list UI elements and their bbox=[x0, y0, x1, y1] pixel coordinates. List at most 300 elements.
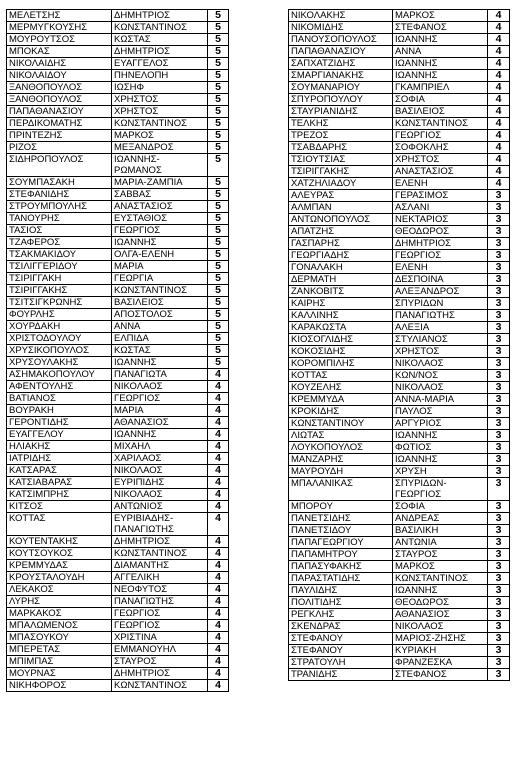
first-name-cell: ΙΩΑΝΝΗΣ bbox=[112, 237, 208, 249]
first-name-cell: ΠΗΝΕΛΟΠΗ bbox=[112, 70, 208, 82]
score-cell: 3 bbox=[488, 262, 510, 274]
first-name-cell: ΓΕΩΡΓΙΟΣ bbox=[393, 250, 488, 262]
score-cell: 3 bbox=[488, 190, 510, 202]
table-row bbox=[7, 142, 229, 154]
first-name-cell: ΚΩΝΣΤΑΝΤΙΝΟΣ bbox=[112, 118, 208, 130]
score-cell: 3 bbox=[488, 549, 510, 561]
table-row bbox=[289, 58, 510, 70]
surname-cell: ΠΑΡΑΣΤΑΤΙΔΗΣ bbox=[289, 573, 393, 585]
table-row bbox=[289, 513, 510, 525]
first-name-cell: ΑΝΤΩΝΙΟΣ bbox=[112, 501, 208, 513]
first-name-cell: ΣΤΕΦΑΝΟΣ bbox=[393, 22, 488, 34]
first-name-cell: ΧΑΡΙΛΑΟΣ bbox=[112, 453, 208, 465]
surname-cell: ΜΠΑΛΩΜΕΝΟΣ bbox=[7, 620, 112, 632]
score-cell: 4 bbox=[488, 58, 510, 70]
score-cell: 3 bbox=[488, 478, 510, 501]
table-row bbox=[289, 286, 510, 298]
surname-cell: ΠΑΝΕΤΣΙΔΗΣ bbox=[289, 513, 393, 525]
table-row bbox=[7, 321, 229, 333]
first-name-cell: ΣΠΥΡΙΔΩΝ-ΓΕΩΡΓΙΟΣ bbox=[393, 478, 488, 501]
score-cell: 3 bbox=[488, 238, 510, 250]
right-results-table bbox=[288, 9, 510, 681]
score-cell: 3 bbox=[488, 202, 510, 214]
first-name-cell: ΜΕΞΑΝΔΡΟΣ bbox=[112, 142, 208, 154]
first-name-cell: ΙΩΑΝΝΗΣ bbox=[393, 34, 488, 46]
table-row bbox=[289, 106, 510, 118]
first-name-cell: ΒΑΣΙΛΙΚΗ bbox=[393, 525, 488, 537]
surname-cell: ΞΑΝΘΟΠΟΥΛΟΣ bbox=[7, 82, 112, 94]
surname-cell: ΣΤΕΦΑΝΟΥ bbox=[289, 645, 393, 657]
first-name-cell: ΚΩΣΤΑΣ bbox=[112, 345, 208, 357]
first-name-cell: ΠΑΝΑΓΙΩΤΗΣ bbox=[112, 596, 208, 608]
surname-cell: ΧΡΥΣΙΚΟΠΟΥΛΟΣ bbox=[7, 345, 112, 357]
score-cell: 3 bbox=[488, 250, 510, 262]
score-cell: 3 bbox=[488, 525, 510, 537]
first-name-cell: ΜΑΡΙΟΣ-ΖΗΣΗΣ bbox=[393, 633, 488, 645]
first-name-cell: ΑΝΔΡΕΑΣ bbox=[393, 513, 488, 525]
table-row bbox=[7, 489, 229, 501]
score-cell: 4 bbox=[208, 453, 229, 465]
first-name-cell: ΔΗΜΗΤΡΙΟΣ bbox=[112, 10, 208, 22]
table-row bbox=[289, 657, 510, 669]
first-name-cell: ΝΙΚΟΛΑΟΣ bbox=[112, 381, 208, 393]
table-row bbox=[289, 94, 510, 106]
table-row bbox=[289, 609, 510, 621]
surname-cell: ΡΕΓΚΛΗΣ bbox=[289, 609, 393, 621]
table-row bbox=[289, 142, 510, 154]
score-cell: 4 bbox=[208, 656, 229, 668]
surname-cell: ΚΟΡΟΜΠΙΛΗΣ bbox=[289, 358, 393, 370]
score-cell: 5 bbox=[208, 189, 229, 201]
surname-cell: ΒΟΥΡΑΚΗ bbox=[7, 405, 112, 417]
score-cell: 3 bbox=[488, 334, 510, 346]
table-row bbox=[7, 297, 229, 309]
surname-cell: ΔΕΡΜΑΤΗ bbox=[289, 274, 393, 286]
surname-cell: ΓΑΣΠΑΡΗΣ bbox=[289, 238, 393, 250]
surname-cell: ΚΟΚΟΣΙΔΗΣ bbox=[289, 346, 393, 358]
table-row bbox=[7, 249, 229, 261]
surname-cell: ΜΕΛΕΤΣΗΣ bbox=[7, 10, 112, 22]
score-cell: 4 bbox=[488, 142, 510, 154]
surname-cell: ΧΡΥΣΟΥΛΑΚΗΣ bbox=[7, 357, 112, 369]
first-name-cell: ΜΑΡΚΟΣ bbox=[112, 130, 208, 142]
surname-cell: ΤΡΑΝΙΔΗΣ bbox=[289, 669, 393, 681]
score-cell: 4 bbox=[208, 560, 229, 572]
surname-cell: ΗΛΙΑΚΗΣ bbox=[7, 441, 112, 453]
first-name-cell: ΒΑΣΙΛΕΙΟΣ bbox=[112, 297, 208, 309]
score-cell: 4 bbox=[208, 501, 229, 513]
score-cell: 5 bbox=[208, 10, 229, 22]
table-row bbox=[7, 381, 229, 393]
first-name-cell: ΚΩΝ/ΝΟΣ bbox=[393, 370, 488, 382]
score-cell: 3 bbox=[488, 358, 510, 370]
first-name-cell: ΧΡΗΣΤΟΣ bbox=[112, 106, 208, 118]
score-cell: 4 bbox=[488, 82, 510, 94]
table-row bbox=[7, 237, 229, 249]
surname-cell: ΜΠΑΣΟΥΚΟΥ bbox=[7, 632, 112, 644]
first-name-cell: ΑΝΤΩΝΙΑ bbox=[393, 537, 488, 549]
table-row bbox=[7, 668, 229, 680]
surname-cell: ΚΟΥΖΕΛΗΣ bbox=[289, 382, 393, 394]
surname-cell: ΧΑΤΖΗΛΙΑΔΟΥ bbox=[289, 178, 393, 190]
score-cell: 5 bbox=[208, 309, 229, 321]
surname-cell: ΛΙΩΤΑΣ bbox=[289, 430, 393, 442]
first-name-cell: ΠΑΝΑΓΙΩΤΗΣ bbox=[393, 310, 488, 322]
score-cell: 3 bbox=[488, 322, 510, 334]
surname-cell: ΧΡΙΣΤΟΔΟΥΛΟΥ bbox=[7, 333, 112, 345]
score-cell: 4 bbox=[208, 584, 229, 596]
table-row bbox=[289, 250, 510, 262]
surname-cell: ΜΠΟΚΑΣ bbox=[7, 46, 112, 58]
table-row bbox=[7, 453, 229, 465]
surname-cell: ΝΙΚΟΛΑΚΗΣ bbox=[289, 10, 393, 22]
surname-cell: ΠΑΥΛΙΔΗΣ bbox=[289, 585, 393, 597]
score-cell: 3 bbox=[488, 454, 510, 466]
score-cell: 4 bbox=[208, 608, 229, 620]
table-row bbox=[7, 22, 229, 34]
table-row bbox=[7, 680, 229, 692]
table-row bbox=[289, 561, 510, 573]
first-name-cell: ΚΩΝΣΤΑΝΤΙΝΟΣ bbox=[112, 548, 208, 560]
score-cell: 4 bbox=[208, 477, 229, 489]
surname-cell: ΜΑΡΚΑΚΟΣ bbox=[7, 608, 112, 620]
first-name-cell: ΜΑΡΚΟΣ bbox=[393, 561, 488, 573]
surname-cell: ΤΣΙΡΙΓΓΑΚΗΣ bbox=[289, 166, 393, 178]
surname-cell: ΦΟΥΡΛΗΣ bbox=[7, 309, 112, 321]
score-cell: 5 bbox=[208, 34, 229, 46]
surname-cell: ΣΤΕΦΑΝΙΔΗΣ bbox=[7, 189, 112, 201]
table-row bbox=[289, 190, 510, 202]
score-cell: 4 bbox=[208, 548, 229, 560]
surname-cell: ΜΟΥΡΟΥΤΣΟΣ bbox=[7, 34, 112, 46]
first-name-cell: ΑΝΑΣΤΑΣΙΟΣ bbox=[112, 201, 208, 213]
score-cell: 3 bbox=[488, 633, 510, 645]
surname-cell: ΚΡΕΜΜΥΔΑΣ bbox=[7, 560, 112, 572]
surname-cell: ΣΙΔΗΡΟΠΟΥΛΟΣ bbox=[7, 154, 112, 177]
score-cell: 3 bbox=[488, 214, 510, 226]
surname-cell: ΚΟΥΤΕΝΤΑΚΗΣ bbox=[7, 536, 112, 548]
first-name-cell: ΕΛΠΙΔΑ bbox=[112, 333, 208, 345]
table-row bbox=[7, 118, 229, 130]
score-cell: 5 bbox=[208, 321, 229, 333]
first-name-cell: ΔΗΜΗΤΡΙΟΣ bbox=[393, 238, 488, 250]
table-row bbox=[7, 261, 229, 273]
score-cell: 3 bbox=[488, 573, 510, 585]
table-row bbox=[289, 166, 510, 178]
first-name-cell: ΜΙΧΑΗΛ bbox=[112, 441, 208, 453]
surname-cell: ΤΣΑΒΔΑΡΗΣ bbox=[289, 142, 393, 154]
score-cell: 4 bbox=[488, 130, 510, 142]
table-row bbox=[7, 94, 229, 106]
table-row bbox=[289, 346, 510, 358]
first-name-cell: ΧΡΗΣΤΟΣ bbox=[393, 154, 488, 166]
first-name-cell: ΕΜΜΑΝΟΥΗΛ bbox=[112, 644, 208, 656]
first-name-cell: ΔΕΣΠΟΙΝΑ bbox=[393, 274, 488, 286]
surname-cell: ΕΥΑΓΓΕΛΟΥ bbox=[7, 429, 112, 441]
score-cell: 5 bbox=[208, 285, 229, 297]
surname-cell: ΠΑΠΑΘΑΝΑΣΙΟΥ bbox=[7, 106, 112, 118]
first-name-cell: ΝΕΟΦΥΤΟΣ bbox=[112, 584, 208, 596]
score-cell: 3 bbox=[488, 286, 510, 298]
surname-cell: ΜΠΑΛΑΝΙΚΑΣ bbox=[289, 478, 393, 501]
first-name-cell: ΝΕΚΤΑΡΙΟΣ bbox=[393, 214, 488, 226]
table-row bbox=[7, 70, 229, 82]
surname-cell: ΚΡΟΚΙΔΗΣ bbox=[289, 406, 393, 418]
surname-cell: ΤΡΕΖΟΣ bbox=[289, 130, 393, 142]
score-cell: 4 bbox=[208, 381, 229, 393]
table-row bbox=[7, 357, 229, 369]
table-row bbox=[7, 548, 229, 560]
surname-cell: ΤΣΙΡΙΓΓΑΚΗ bbox=[7, 273, 112, 285]
first-name-cell: ΑΝΝΑ bbox=[112, 321, 208, 333]
table-row bbox=[7, 309, 229, 321]
table-row bbox=[289, 178, 510, 190]
first-name-cell: ΙΩΑΝΝΗΣ bbox=[112, 429, 208, 441]
surname-cell: ΒΑΤΙΑΝΟΣ bbox=[7, 393, 112, 405]
first-name-cell: ΧΡΗΣΤΟΣ bbox=[393, 346, 488, 358]
score-cell: 3 bbox=[488, 370, 510, 382]
table-row bbox=[289, 454, 510, 466]
first-name-cell: ΣΑΒΒΑΣ bbox=[112, 189, 208, 201]
first-name-cell: ΜΑΡΙΑ bbox=[112, 405, 208, 417]
table-row bbox=[289, 154, 510, 166]
score-cell: 5 bbox=[208, 213, 229, 225]
surname-cell: ΚΙΟΣΟΓΛΙΔΗΣ bbox=[289, 334, 393, 346]
first-name-cell: ΕΥΑΓΓΕΛΟΣ bbox=[112, 58, 208, 70]
first-name-cell: ΜΑΡΙΑ-ΖΑΜΠΙΑ bbox=[112, 177, 208, 189]
table-row bbox=[289, 370, 510, 382]
first-name-cell: ΑΓΓΕΛΙΚΗ bbox=[112, 572, 208, 584]
first-name-cell: ΣΤΕΦΑΝΟΣ bbox=[393, 669, 488, 681]
score-cell: 4 bbox=[488, 34, 510, 46]
surname-cell: ΤΕΛΚΗΣ bbox=[289, 118, 393, 130]
score-cell: 3 bbox=[488, 406, 510, 418]
surname-cell: ΑΣΗΜΑΚΟΠΟΥΛΟΥ bbox=[7, 369, 112, 381]
table-row bbox=[7, 213, 229, 225]
table-row bbox=[289, 597, 510, 609]
surname-cell: ΑΠΑΤΖΗΣ bbox=[289, 226, 393, 238]
surname-cell: ΠΡΙΝΤΕΖΗΣ bbox=[7, 130, 112, 142]
score-cell: 3 bbox=[488, 597, 510, 609]
first-name-cell: ΧΡΙΣΤΙΝΑ bbox=[112, 632, 208, 644]
first-name-cell: ΓΕΩΡΓΙΟΣ bbox=[112, 608, 208, 620]
score-cell: 4 bbox=[488, 118, 510, 130]
table-row bbox=[7, 620, 229, 632]
table-row bbox=[289, 394, 510, 406]
table-row bbox=[7, 225, 229, 237]
table-row bbox=[289, 585, 510, 597]
table-row bbox=[7, 429, 229, 441]
surname-cell: ΑΛΜΠΑΝ bbox=[289, 202, 393, 214]
table-row bbox=[289, 70, 510, 82]
table-row bbox=[7, 441, 229, 453]
table-row bbox=[289, 118, 510, 130]
first-name-cell: ΠΑΝΑΓΙΩΤΑ bbox=[112, 369, 208, 381]
score-cell: 5 bbox=[208, 70, 229, 82]
first-name-cell: ΝΙΚΟΛΑΟΣ bbox=[393, 382, 488, 394]
table-row bbox=[289, 202, 510, 214]
score-cell: 3 bbox=[488, 394, 510, 406]
table-row bbox=[289, 310, 510, 322]
first-name-cell: ΙΩΑΝΝΗΣ bbox=[393, 58, 488, 70]
table-row bbox=[289, 442, 510, 454]
first-name-cell: ΣΠΥΡΙΔΩΝ bbox=[393, 298, 488, 310]
first-name-cell: ΜΑΡΙΑ bbox=[112, 261, 208, 273]
surname-cell: ΜΟΥΡΝΑΣ bbox=[7, 668, 112, 680]
first-name-cell: ΣΟΦΟΚΛΗΣ bbox=[393, 142, 488, 154]
score-cell: 5 bbox=[208, 333, 229, 345]
first-name-cell: ΙΩΑΝΝΗΣ bbox=[393, 430, 488, 442]
score-cell: 5 bbox=[208, 106, 229, 118]
surname-cell: ΚΑΛΛΙΝΗΣ bbox=[289, 310, 393, 322]
first-name-cell: ΒΑΣΙΛΕΙΟΣ bbox=[393, 106, 488, 118]
surname-cell: ΣΤΕΦΑΝΟΥ bbox=[289, 633, 393, 645]
score-cell: 4 bbox=[208, 596, 229, 608]
table-row bbox=[7, 82, 229, 94]
table-row bbox=[289, 274, 510, 286]
score-cell: 4 bbox=[208, 513, 229, 536]
score-cell: 3 bbox=[488, 298, 510, 310]
table-row bbox=[7, 106, 229, 118]
score-cell: 5 bbox=[208, 58, 229, 70]
surname-cell: ΣΤΡΑΤΟΥΛΗ bbox=[289, 657, 393, 669]
table-row bbox=[289, 82, 510, 94]
surname-cell: ΛΥΡΗΣ bbox=[7, 596, 112, 608]
surname-cell: ΜΑΥΡΟΥΔΗ bbox=[289, 466, 393, 478]
score-cell: 3 bbox=[488, 310, 510, 322]
table-row bbox=[7, 465, 229, 477]
score-cell: 4 bbox=[208, 405, 229, 417]
first-name-cell: ΓΕΩΡΓΙΟΣ bbox=[112, 620, 208, 632]
table-row bbox=[289, 214, 510, 226]
first-name-cell: ΙΩΑΝΝΗΣ-ΡΩΜΑΝΟΣ bbox=[112, 154, 208, 177]
surname-cell: ΣΜΑΡΓΙΑΝΑΚΗΣ bbox=[289, 70, 393, 82]
surname-cell: ΓΟΝΑΛΑΚΗ bbox=[289, 262, 393, 274]
table-row bbox=[7, 177, 229, 189]
surname-cell: ΑΝΤΩΝΟΠΟΥΛΟΣ bbox=[289, 214, 393, 226]
surname-cell: ΠΑΠΑΜΗΤΡΟΥ bbox=[289, 549, 393, 561]
first-name-cell: ΕΥΡΙΒΙΑΔΗΣ-ΠΑΝΑΓΙΩΤΗΣ bbox=[112, 513, 208, 536]
surname-cell: ΤΑΣΙΟΣ bbox=[7, 225, 112, 237]
surname-cell: ΚΑΡΑΚΩΣΤΑ bbox=[289, 322, 393, 334]
left-results-table bbox=[6, 9, 229, 692]
first-name-cell: ΓΕΡΑΣΙΜΟΣ bbox=[393, 190, 488, 202]
score-cell: 3 bbox=[488, 466, 510, 478]
first-name-cell: ΚΩΝΣΤΑΝΤΙΝΟΣ bbox=[112, 285, 208, 297]
first-name-cell: ΔΙΑΜΑΝΤΗΣ bbox=[112, 560, 208, 572]
score-cell: 3 bbox=[488, 537, 510, 549]
table-row bbox=[7, 130, 229, 142]
first-name-cell: ΣΤΥΛΙΑΝΟΣ bbox=[393, 334, 488, 346]
table-row bbox=[289, 621, 510, 633]
score-cell: 4 bbox=[208, 620, 229, 632]
score-cell: 5 bbox=[208, 237, 229, 249]
score-cell: 3 bbox=[488, 226, 510, 238]
surname-cell: ΚΑΙΡΗΣ bbox=[289, 298, 393, 310]
table-row bbox=[289, 645, 510, 657]
score-cell: 4 bbox=[208, 393, 229, 405]
score-cell: 3 bbox=[488, 418, 510, 430]
score-cell: 5 bbox=[208, 94, 229, 106]
surname-cell: ΚΑΤΣΙΜΠΡΗΣ bbox=[7, 489, 112, 501]
first-name-cell: ΚΩΝΣΤΑΝΤΙΝΟΣ bbox=[393, 573, 488, 585]
table-row bbox=[289, 10, 510, 22]
score-cell: 3 bbox=[488, 442, 510, 454]
score-cell: 4 bbox=[488, 106, 510, 118]
surname-cell: ΚΩΝΣΤΑΝΤΙΝΟΥ bbox=[289, 418, 393, 430]
table-row bbox=[7, 393, 229, 405]
score-cell: 5 bbox=[208, 130, 229, 142]
table-row bbox=[289, 418, 510, 430]
score-cell: 3 bbox=[488, 430, 510, 442]
table-row bbox=[7, 536, 229, 548]
score-cell: 3 bbox=[488, 501, 510, 513]
surname-cell: ΣΠΥΡΟΠΟΥΛΟΥ bbox=[289, 94, 393, 106]
score-cell: 4 bbox=[208, 632, 229, 644]
surname-cell: ΠΑΝΕΤΣΙΔΟΥ bbox=[289, 525, 393, 537]
first-name-cell: ΕΥΣΤΑΘΙΟΣ bbox=[112, 213, 208, 225]
surname-cell: ΤΣΑΚΜΑΚΙΔΟΥ bbox=[7, 249, 112, 261]
first-name-cell: ΓΕΩΡΓΙΟΣ bbox=[112, 393, 208, 405]
table-row bbox=[7, 405, 229, 417]
surname-cell: ΣΚΕΝΔΡΑΣ bbox=[289, 621, 393, 633]
surname-cell: ΠΑΝΟΥΣΟΠΟΥΛΟΣ bbox=[289, 34, 393, 46]
surname-cell: ΑΛΕΥΡΑΣ bbox=[289, 190, 393, 202]
score-cell: 4 bbox=[208, 489, 229, 501]
score-cell: 3 bbox=[488, 346, 510, 358]
surname-cell: ΚΡΕΜΜΥΔΑ bbox=[289, 394, 393, 406]
surname-cell: ΛΟΥΚΟΠΟΥΛΟΣ bbox=[289, 442, 393, 454]
surname-cell: ΝΙΚΟΜΙΔΗΣ bbox=[289, 22, 393, 34]
score-cell: 3 bbox=[488, 645, 510, 657]
first-name-cell: ΑΝΝΑ-ΜΑΡΙΑ bbox=[393, 394, 488, 406]
table-row bbox=[289, 46, 510, 58]
table-row bbox=[289, 669, 510, 681]
surname-cell: ΚΙΤΣΟΣ bbox=[7, 501, 112, 513]
table-row bbox=[289, 334, 510, 346]
surname-cell: ΣΟΥΜΠΑΣΑΚΗ bbox=[7, 177, 112, 189]
first-name-cell: ΚΩΣΤΑΣ bbox=[112, 34, 208, 46]
surname-cell: ΜΕΡΜΥΓΚΟΥΣΗΣ bbox=[7, 22, 112, 34]
surname-cell: ΚΟΥΤΣΟΥΚΟΣ bbox=[7, 548, 112, 560]
score-cell: 4 bbox=[208, 429, 229, 441]
first-name-cell: ΑΛΕΞΙΑ bbox=[393, 322, 488, 334]
table-row bbox=[289, 382, 510, 394]
first-name-cell: ΙΩΑΝΝΗΣ bbox=[393, 70, 488, 82]
first-name-cell: ΔΗΜΗΤΡΙΟΣ bbox=[112, 46, 208, 58]
score-cell: 5 bbox=[208, 261, 229, 273]
table-row bbox=[7, 656, 229, 668]
score-cell: 5 bbox=[208, 82, 229, 94]
table-row bbox=[7, 10, 229, 22]
table-row bbox=[7, 584, 229, 596]
surname-cell: ΧΟΥΡΔΑΚΗ bbox=[7, 321, 112, 333]
surname-cell: ΤΣΙΛΙΓΓΕΡΙΔΟΥ bbox=[7, 261, 112, 273]
score-cell: 5 bbox=[208, 118, 229, 130]
surname-cell: ΤΣΙΡΙΓΓΑΚΗΣ bbox=[7, 285, 112, 297]
table-row bbox=[7, 369, 229, 381]
table-row bbox=[289, 573, 510, 585]
table-row bbox=[289, 525, 510, 537]
first-name-cell: ΝΙΚΟΛΑΟΣ bbox=[112, 489, 208, 501]
surname-cell: ΝΙΚΟΛΑΙΔΟΥ bbox=[7, 70, 112, 82]
table-row bbox=[7, 58, 229, 70]
table-row bbox=[289, 22, 510, 34]
score-cell: 4 bbox=[208, 417, 229, 429]
score-cell: 3 bbox=[488, 382, 510, 394]
first-name-cell: ΓΕΩΡΓΙΟΣ bbox=[112, 225, 208, 237]
first-name-cell: ΘΕΟΔΩΡΟΣ bbox=[393, 597, 488, 609]
